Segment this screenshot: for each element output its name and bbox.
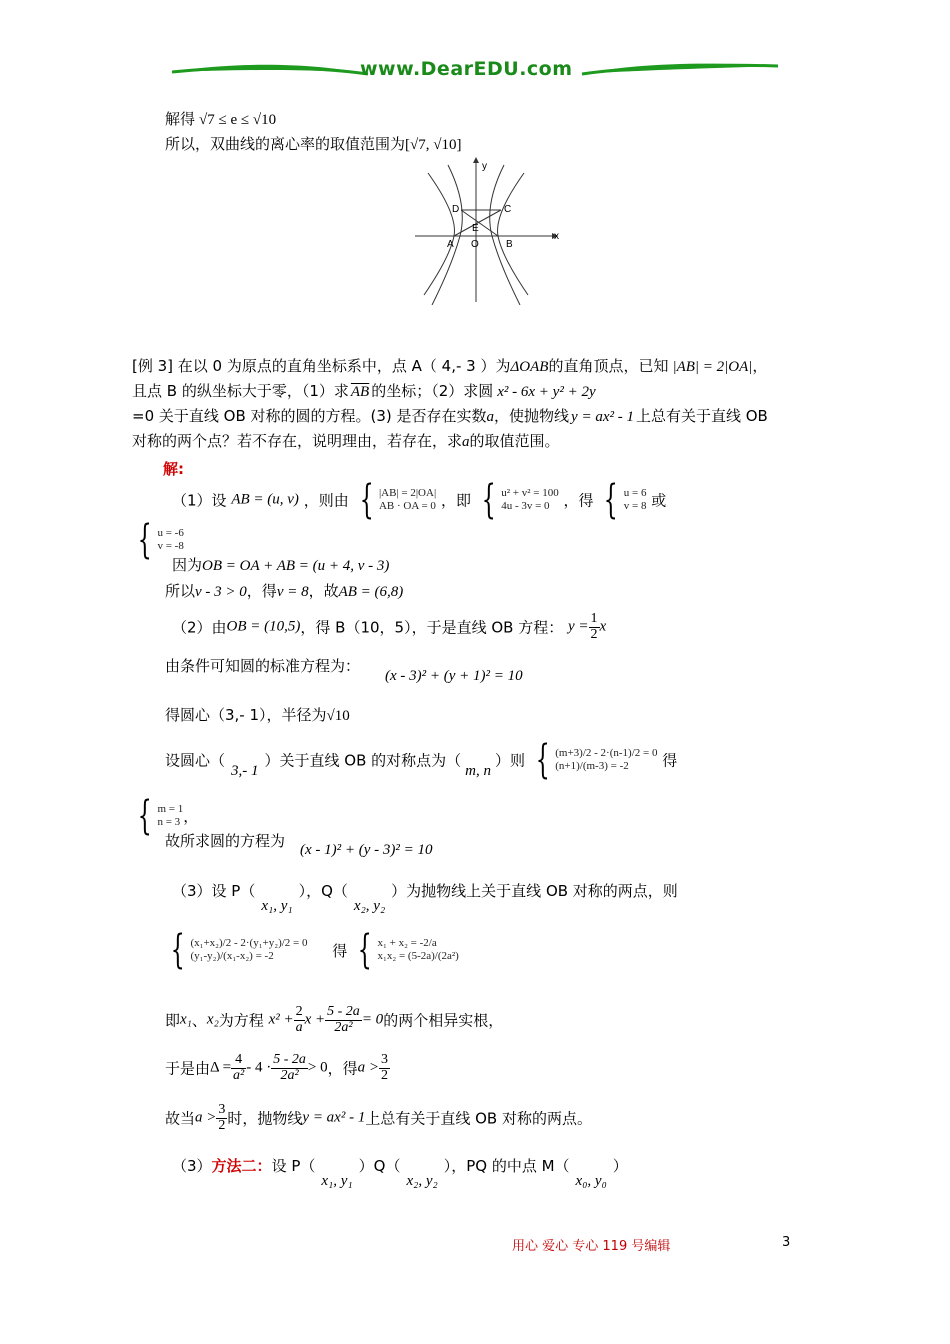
s13-frac-1-num: 4 [231,1053,246,1069]
s10-math-1: x₁, y₁ [261,898,293,914]
s14-text-b: 时，抛物线 [227,1109,303,1128]
sol-result-circle-label: 故所求圆的方程为 [165,832,286,850]
brace-5: { [535,737,550,783]
system-5 [555,747,657,773]
ex3-text-4: 的坐标；（2）求圆 [371,382,494,400]
sol-so [165,580,403,601]
system-3 [624,487,647,513]
sol-standard-eq: (x - 3)² + (y + 1)² = 10 [385,668,523,684]
ex3-text-7: 上总有关于直线 OB [635,407,768,425]
sol-part2 [172,612,606,642]
s12-frac-2-den: 2a² [334,1019,353,1035]
s13-frac-1 [231,1053,246,1083]
s12-text-c: 为方程 [218,1011,264,1030]
system-5-row-2: (n+1)/(m-3) = -2 [555,760,629,772]
s14-text-a: 故当 [165,1109,196,1128]
ex3-text-5: =0 关于直线 OB 对称的圆的方程。(3) 是否存在实数 [132,407,487,425]
ex3-text-1: [例 3] 在以 0 为原点的直角坐标系中，点 A（ 4,- 3 ）为 [132,357,511,375]
s15-text-e: ） [612,1157,628,1175]
s1-vector: AB = (u, v) [231,491,299,508]
s15-math-2: x₂, y₂ [406,1173,438,1189]
s6-radius: √10 [326,708,350,724]
solution-label: 解: [163,460,184,478]
s4-line-y: y = [568,618,589,635]
s4-text-a: （2）由 [172,618,227,637]
s13-math-1: Δ = [210,1059,232,1076]
s3-math-1: v - 3 > 0 [195,584,247,600]
s8-comma: ， [183,807,199,826]
s13-frac-1-den: a² [233,1067,245,1083]
s12-frac-2 [325,1005,362,1035]
system-1 [379,487,436,513]
s12-frac-1 [294,1005,305,1035]
s10-text-b: ），Q（ [298,882,348,900]
s13-text-b: ，得 [327,1059,358,1078]
s2-math: OB = OA + AB = (u + 4, v - 3) [202,558,390,574]
s13-math-4: a > [357,1059,380,1076]
s3-math-2: v = 8 [276,584,309,600]
label-C: C [504,204,512,215]
header-site-title[interactable]: www.DearEDU.com [360,58,573,80]
ex3-a-1: a [486,409,495,425]
s13-text-a: 于是由 [165,1059,211,1078]
sol-part3 [172,880,678,914]
system-4-row-1: u = -6 [157,526,184,539]
s4-math: OB = (10,5) [226,618,301,635]
sol-part1 [172,477,667,523]
s2-text: 因为 [172,556,203,574]
system-6 [157,803,183,829]
ex3-triangle: ΔOAB [510,359,549,375]
example3-line2 [132,380,596,401]
s14-frac [216,1103,227,1133]
label-y: y [482,161,487,172]
system-4 [157,527,183,553]
s13-math-2: - 4 · [246,1059,272,1076]
s13-frac-2-num: 5 - 2a [273,1052,306,1067]
label-A: A [447,239,454,250]
system-7-row-2: (y₁-y₂)/(x₁-x₂) = -2 [190,950,274,962]
s1-text-e: 或 [651,491,667,510]
s15-text-c: ）Q（ [358,1157,401,1175]
s10-math-2: x₂, y₂ [353,898,386,914]
s12-x1: x₁ [180,1011,192,1028]
s7-text-b: ）关于直线 OB 的对称点为（ [264,751,462,770]
s13-frac-3 [379,1053,390,1083]
brace-7: { [170,927,185,973]
s12-text-b: 、 [191,1011,207,1030]
label-O: O [471,239,479,250]
y-axis-arrow [473,157,479,163]
s15-text-d: ），PQ 的中点 M（ [443,1157,570,1175]
sol-center [165,704,350,725]
brace-6: { [137,793,152,839]
ex3-parabola: y = ax² - 1 [571,409,634,425]
label-B: B [506,239,513,250]
system-1-row-2: AB · OA = 0 [378,500,436,512]
s12-text-d: 的两个相异实根， [383,1011,504,1030]
footer-text: 用心 爱心 专心 119 号编辑 [512,1239,671,1254]
s4-fraction [589,612,600,642]
s13-frac-2-den: 2a² [280,1067,299,1083]
s15-text-b: 设 P（ [271,1157,316,1175]
sol-roots [165,1005,503,1035]
s1-text-d: ，得 [563,491,594,510]
s6-text: 得圆心（3,- 1），半径为 [165,706,327,724]
page-number: 3 [782,1235,791,1250]
s12-x2: x₂ [206,1011,219,1028]
ex3-text-2: 的直角顶点，已知 [548,357,669,375]
sol-method2 [172,1155,628,1189]
brace-8: { [357,927,372,973]
s12-eq-2: x + [304,1011,326,1028]
brace-2: { [481,477,496,523]
ex3-text-6: ，使抛物线 [494,407,570,425]
label-E: E [472,223,479,234]
s7-math-1: 3,- 1 [231,762,259,779]
s14-math-2: y = ax² - 1 [302,1109,366,1126]
s4-frac-den: 2 [590,626,598,642]
system-8-row-1: x₁ + x₂ = -2/a [377,936,437,949]
s3-text-b: ，得 [246,582,277,600]
system-2-row-2: 4u - 3v = 0 [501,500,550,512]
system-2-row-1: u² + v² = 100 [501,486,559,499]
system-7 [190,937,307,963]
s10-text-c: ）为抛物线上关于直线 OB 对称的两点，则 [391,882,678,900]
s7-text-d: 得 [662,751,678,770]
s13-frac-3-den: 2 [381,1067,389,1083]
s13-math-3: > 0 [307,1059,328,1076]
brace-4: { [137,517,152,563]
header-swoosh-left [170,58,370,82]
example3-line3 [132,405,768,426]
s1-text-a: （1）设 [172,491,227,510]
system-3-row-1: u = 6 [623,486,647,499]
system-6-row-2: n = 3 [157,816,181,828]
header-swoosh-right [580,58,780,82]
line-range [165,133,461,154]
example3-line1: [例 3] 在以 0 为原点的直角坐标系中，点 A（ 4,- 3 ）为ΔOAB的直角顶点，已知 |AB| = 2|OA|， [132,357,768,375]
s12-text-a: 即 [165,1011,181,1030]
s14-text-c: 上总有关于直线 OB 对称的两点。 [365,1109,592,1128]
sol-result-circle: (x - 1)² + (y - 3)² = 10 [300,842,433,858]
s7-math-2: m, n [465,762,491,779]
sol-symmetric-point [165,737,678,783]
s15-method-label: 方法二： [211,1157,272,1175]
ex3-text-8: 对称的两个点？若不存在，说明理由，若存在，求 [132,432,463,450]
s14-math-1: a > [195,1109,217,1126]
label-x: x [554,231,559,242]
s3-math-3: AB = (6,8) [338,584,404,600]
system-6-row-1: m = 1 [157,802,184,815]
s7-text-c: ）则 [495,751,526,770]
system-5-row-1: (m+3)/2 - 2·(n-1)/2 = 0 [555,746,658,759]
s1-text-c: ，即 [440,491,471,510]
system-3-row-2: v = 8 [623,500,647,512]
s3-text-c: ，故 [308,582,339,600]
s1-text-b: ，则由 [303,491,349,510]
hyperbola-figure [410,155,570,305]
ex3-text-3: 且点 B 的纵坐标大于零，（1）求 [132,382,349,400]
s15-text-a: （3） [172,1157,212,1175]
s4-frac-num: 1 [590,611,598,626]
sol-discriminant [165,1053,390,1083]
sol-part3-systems [165,927,459,973]
s14-frac-num: 3 [218,1102,226,1117]
s12-frac-1-den: a [295,1019,303,1035]
segment-DB [461,210,498,236]
s3-text-a: 所以 [165,582,196,600]
line-range-math: [√7, √10] [405,137,462,153]
s13-frac-3-num: 3 [381,1052,389,1067]
s15-math-1: x₁, y₁ [321,1173,353,1189]
system-1-row-1: |AB| = 2|OA| [378,486,437,499]
s12-frac-2-num: 5 - 2a [327,1004,360,1019]
label-D: D [452,204,460,215]
brace-3: { [604,477,619,523]
brace-1: { [359,477,374,523]
line-range-text: 所以，双曲线的离心率的取值范围为 [165,135,406,153]
ex3-vector-AB: $\overline{AB}$ [350,384,370,400]
s7-text-a: 设圆心（ [165,751,226,770]
s4-line-x: x [599,618,607,635]
system-8 [378,937,459,963]
s10-text-a: （3）设 P（ [172,882,256,900]
system-8-row-2: x₁x₂ = (5-2a)/(2a²) [377,950,459,962]
system-4-row-2: v = -8 [157,540,184,552]
hyperbola-right-outer [498,173,528,295]
s12-eq-1: x² + [268,1011,294,1028]
s13-frac-2 [271,1053,308,1083]
example3-line4 [132,430,560,451]
s15-math-3: x₀, y₀ [575,1173,607,1189]
ex3-a-2: a [462,434,470,450]
line-solve-math: √7 ≤ e ≤ √10 [199,112,277,128]
ex3-condition: |AB| = 2|OA| [672,359,753,375]
ex3-text-9: 的取值范围。 [469,432,560,450]
line-solve [165,108,276,129]
s11-text: 得 [332,941,348,960]
sol-standard-eq-label: 由条件可知圆的标准方程为： [165,657,361,675]
hyperbola-left-outer [424,173,454,295]
line-solve-text: 解得 [165,110,196,128]
s14-frac-den: 2 [218,1117,226,1133]
s4-text-b: ，得 B（10，5），于是直线 OB 方程： [300,618,564,637]
system-2 [501,487,559,513]
s12-frac-1-num: 2 [295,1004,303,1019]
header-banner [170,52,780,92]
s12-eq-3: = 0 [361,1011,384,1028]
sol-conclusion [165,1103,592,1133]
ex3-circle-eq: x² - 6x + y² + 2y [497,384,596,400]
sol-because [172,554,389,575]
system-7-row-1: (x₁+x₂)/2 - 2·(y₁+y₂)/2 = 0 [190,936,308,949]
